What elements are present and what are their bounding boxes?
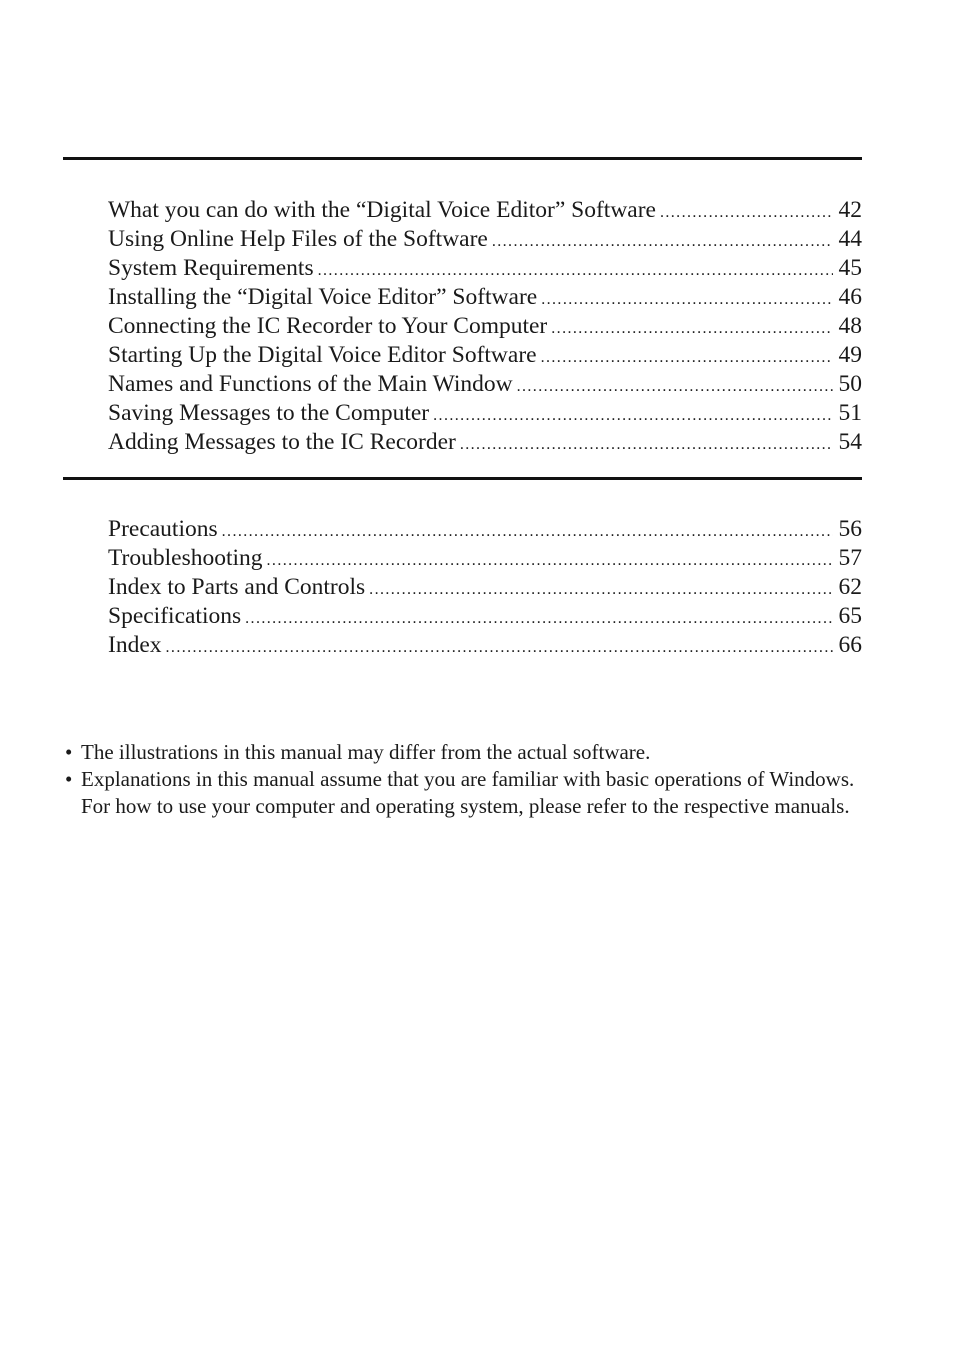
toc-entry-title: Index to Parts and Controls [108,574,366,600]
section-divider-2 [63,477,862,480]
toc-entry[interactable] [108,370,862,399]
toc-entry-title: Names and Functions of the Main Window [108,371,513,397]
dot-leader [551,314,832,341]
toc-entry[interactable] [108,515,862,544]
toc-entry-title: Index [108,632,162,658]
toc-entry[interactable] [108,602,862,631]
dot-leader [318,256,833,283]
toc-entry-title: Using Online Help Files of the Software [108,226,488,252]
bullet-icon: • [65,767,73,791]
dot-leader [245,604,832,631]
toc-entry-page: 57 [838,545,862,571]
toc-entry-page: 44 [838,226,862,252]
toc-entry[interactable] [108,341,862,370]
toc-entry-page: 54 [838,429,862,455]
toc-entry-title: Connecting the IC Recorder to Your Computer [108,313,548,339]
dot-leader [517,372,833,399]
toc-entry-page: 66 [838,632,862,658]
toc-entry-title: Installing the “Digital Voice Editor” Software [108,284,538,310]
toc-entry[interactable] [108,428,862,457]
toc-entry-title: Specifications [108,603,242,629]
toc-entry[interactable] [108,254,862,283]
toc-entry-title: Precautions [108,516,218,542]
toc-section-1 [108,196,862,457]
section-divider-1 [63,157,862,160]
toc-entry-page: 62 [838,574,862,600]
toc-entry-page: 48 [838,313,862,339]
toc-section-2 [108,515,862,660]
note-item [63,766,873,820]
note-text: The illustrations in this manual may differ from the actual software. [81,740,651,764]
toc-entry-page: 50 [838,371,862,397]
toc-entry-page: 51 [838,400,862,426]
dot-leader [369,575,832,602]
dot-leader [541,343,833,370]
note-item [63,739,873,766]
toc-entry-page: 42 [838,197,862,223]
dot-leader [460,430,833,457]
toc-entry[interactable] [108,225,862,254]
toc-entry-title: What you can do with the “Digital Voice Editor” Software [108,197,656,223]
toc-entry-title: Troubleshooting [108,545,263,571]
toc-entry-page: 45 [838,255,862,281]
dot-leader [660,198,833,225]
toc-entry[interactable] [108,544,862,573]
toc-entry[interactable] [108,196,862,225]
note-text: Explanations in this manual assume that you are familiar with basic operations of Windows. For how to use your computer and operating system, please refer to the respective manuals. [81,767,855,818]
toc-entry[interactable] [108,283,862,312]
toc-entry-page: 65 [838,603,862,629]
toc-entry-page: 56 [838,516,862,542]
bullet-icon: • [65,740,73,764]
toc-entry-title: Adding Messages to the IC Recorder [108,429,456,455]
toc-entry[interactable] [108,573,862,602]
toc-entry-page: 49 [838,342,862,368]
dot-leader [267,546,833,573]
dot-leader [222,517,833,544]
toc-entry-title: Saving Messages to the Computer [108,400,430,426]
toc-entry[interactable] [108,312,862,341]
dot-leader [433,401,832,428]
toc-entry-title: System Requirements [108,255,314,281]
notes-list [63,739,873,820]
toc-entry[interactable] [108,399,862,428]
toc-entry[interactable] [108,631,862,660]
toc-entry-page: 46 [838,284,862,310]
dot-leader [166,633,833,660]
toc-entry-title: Starting Up the Digital Voice Editor Software [108,342,537,368]
dot-leader [541,285,832,312]
dot-leader [492,227,833,254]
